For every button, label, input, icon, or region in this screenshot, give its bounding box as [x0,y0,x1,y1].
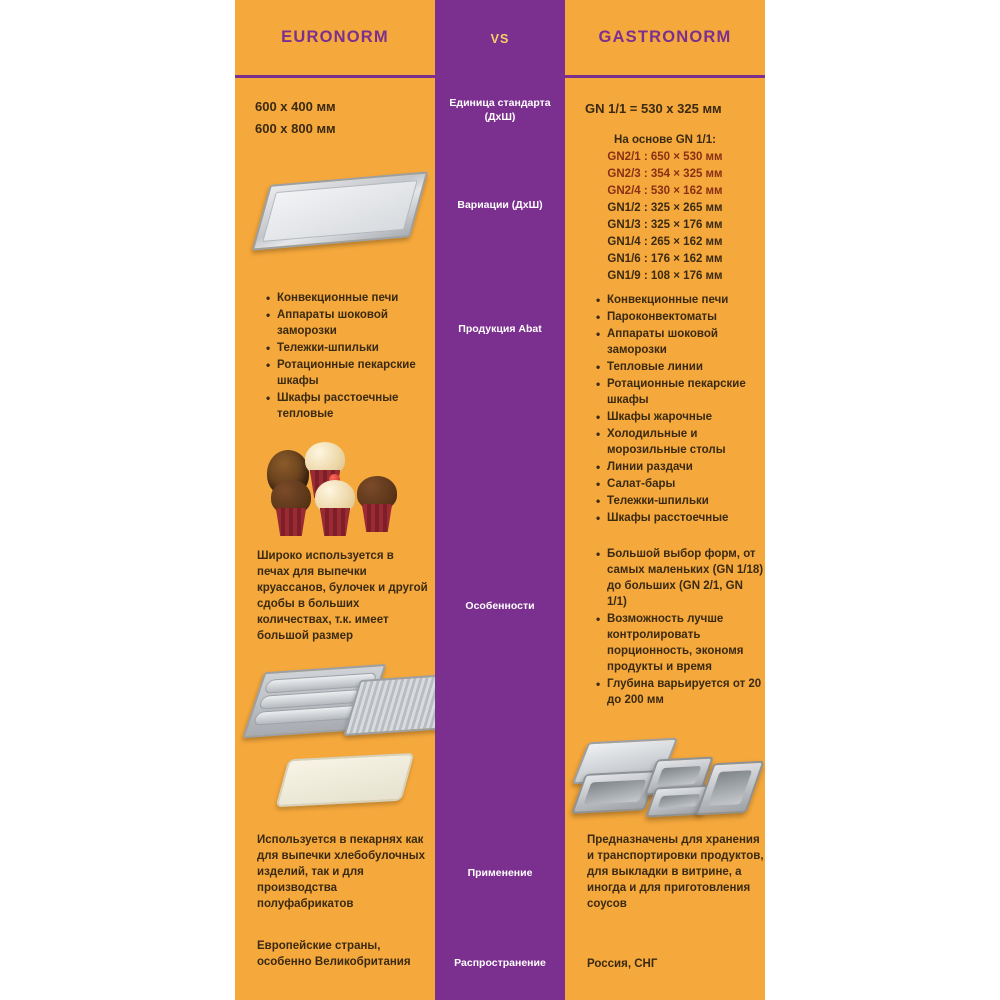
gn-variant: GN2/4 : 530 × 162 мм [607,185,723,197]
gn-variations-intro: На основе GN 1/1: [614,134,716,146]
list-item: • Шкафы расстоечные тепловые [277,390,431,422]
gn-variant: GN1/2 : 325 × 265 мм [607,202,723,214]
white-tray-image [245,752,440,806]
gastronorm-application-text: Предназначены для хранения и транспортировки продуктов, для выкладки в витрине, а иногда и для приготовления соусов [587,834,764,910]
gastronorm-containers-image [573,738,765,818]
euronorm-features-text: Широко используется в печах для выпечки круассанов, булочек и другой сдобы в больших количествах, т.к. имеет большой размер [257,550,428,642]
list-item: • Холодильные и морозильные столы [607,426,765,458]
list-item: • Линии раздачи [607,459,765,475]
euronorm-title: EURONORM [281,28,389,46]
list-item: • Аппараты шоковой заморозки [607,326,765,358]
euronorm-sizes [255,96,425,140]
label-features: Особенности [465,600,535,612]
gn-variant: GN2/1 : 650 × 530 мм [607,151,723,163]
gastronorm-distribution-text: Россия, СНГ [587,958,658,970]
list-item: • Ротационные пекарские шкафы [607,376,765,408]
list-item: • Конвекционные печи [277,290,431,306]
label-application: Применение [467,867,533,879]
label-unit-standard-line1: Единица стандарта [449,97,551,109]
perforated-tray-image [245,670,440,730]
euronorm-size-1: 600 х 400 мм [255,99,336,114]
comparison-infographic [235,0,765,1000]
list-item: • Возможность лучше контролировать порционность, экономя продукты и время [607,611,765,675]
gastronorm-unit-size [585,98,770,120]
label-variations: Вариации (ДхШ) [457,199,543,211]
list-item: • Салат-бары [607,476,765,492]
label-products-abat: Продукция Abat [458,323,542,335]
label-unit-standard [435,96,565,124]
list-item: • Тепловые линии [607,359,765,375]
list-item: • Аппараты шоковой заморозки [277,307,431,339]
list-item: • Тележки-шпильки [277,340,431,356]
list-item: • Тележки-шпильки [607,493,765,509]
euronorm-column [235,0,435,1000]
gastronorm-column [565,0,765,1000]
gastronorm-header [565,0,765,78]
gn-variant: GN1/3 : 325 × 176 мм [607,219,723,231]
list-item: • Конвекционные печи [607,292,765,308]
gn-variant: GN2/3 : 354 × 325 мм [607,168,723,180]
list-item: • Большой выбор форм, от самых маленьких (GN 1/18) до больших (GN 2/1, GN 1/1) [607,546,765,610]
gn-variant: GN1/6 : 176 × 162 мм [607,253,723,265]
gastronorm-title: GASTRONORM [598,28,732,46]
list-item: • Ротационные пекарские шкафы [277,357,431,389]
euronorm-size-2: 600 х 800 мм [255,121,336,136]
gn-variant: GN1/4 : 265 × 162 мм [607,236,723,248]
baking-sheet-tray-image [253,168,428,258]
list-item: • Глубина варьируется от 20 до 200 мм [607,676,765,708]
euronorm-products-list [263,290,431,423]
euronorm-distribution-text: Европейские страны, особенно Великобритания [257,940,411,968]
gastronorm-products-list [593,292,765,527]
gastronorm-variations [565,132,765,285]
label-distribution: Распространение [454,957,546,969]
list-item: • Шкафы расстоечные [607,510,765,526]
list-item: • Шкафы жарочные [607,409,765,425]
gastronorm-features-list [593,546,765,709]
list-item: • Пароконвектоматы [607,309,765,325]
gastronorm-size-1: GN 1/1 = 530 х 325 мм [585,101,722,116]
label-unit-standard-line2: (ДхШ) [484,111,516,123]
vs-title: VS [490,32,510,46]
euronorm-header [235,0,435,78]
euronorm-usage-text: Используется в пекарнях как для выпечки хлебобулочных изделий, так и для производства полуфабрикатов [257,834,426,910]
gn-variant: GN1/9 : 108 × 176 мм [607,270,723,282]
vs-header [435,0,565,78]
cupcakes-image [255,440,435,540]
labels-column [435,0,565,1000]
